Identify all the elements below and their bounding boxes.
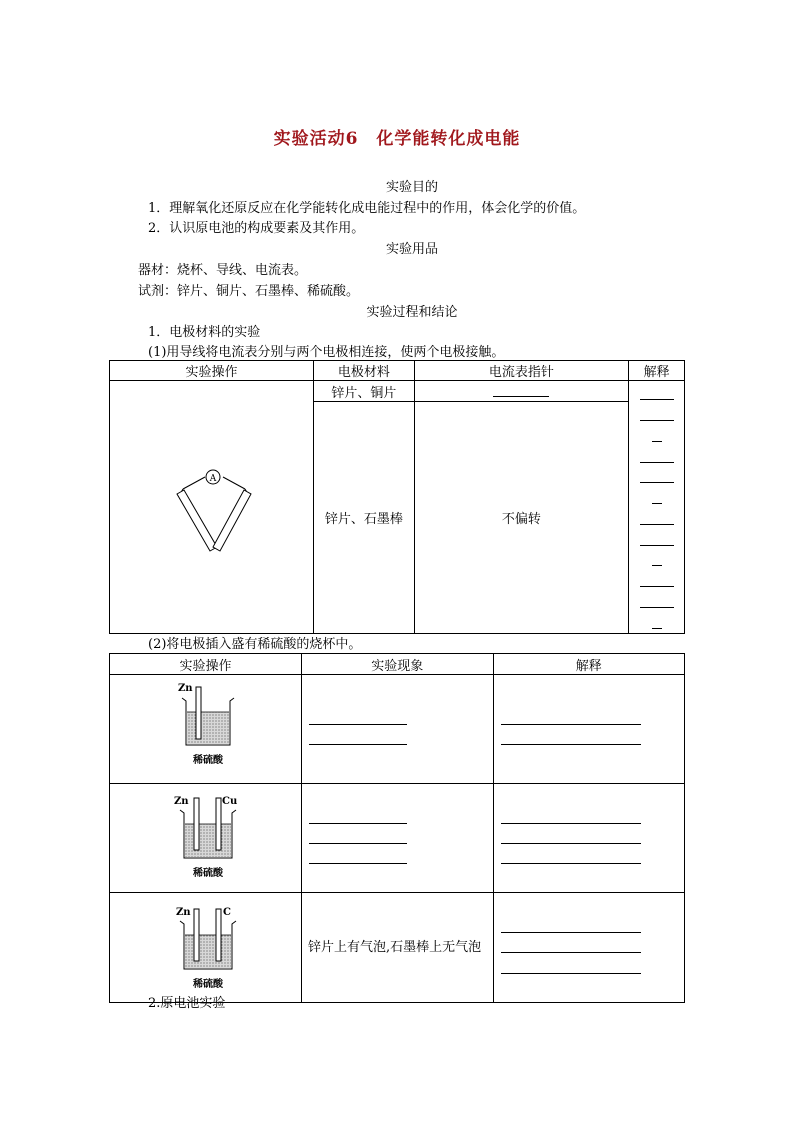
- t2-row2-explain: [493, 784, 684, 893]
- step1-title: 1．电极材料的实验: [148, 325, 261, 340]
- t1-row1-pointer-blank: [493, 382, 549, 397]
- step2-title: 2.原电池实验: [148, 996, 226, 1011]
- process-heading: 实验过程和结论: [366, 305, 458, 320]
- zn-label: Zn: [176, 907, 191, 918]
- page-title: 实验活动6 化学能转化成电能: [273, 129, 521, 149]
- cu-electrode: [216, 798, 221, 850]
- purpose-heading: 实验目的: [385, 180, 438, 195]
- acid-beaker-table: [109, 653, 685, 1003]
- t1-row2-pointer: 不偏转: [414, 402, 628, 634]
- t2-row3-phenomenon: 锌片上有气泡,石墨棒上无气泡: [302, 893, 494, 1003]
- t1-header-pointer: 电流表指针: [414, 361, 628, 381]
- step1-sub2: (2)将电极插入盛有稀硫酸的烧杯中。: [148, 637, 362, 652]
- purpose-item-1: 1．理解氧化还原反应在化学能转化成电能过程中的作用，体会化学的价值。: [148, 201, 586, 216]
- t2-header-operation: 实验操作: [110, 654, 302, 675]
- ammeter-electrode-diagram: [110, 381, 313, 629]
- beaker-zn-diagram: [110, 675, 301, 779]
- t1-header-explain: 解释: [629, 361, 685, 381]
- t1-row1-material: 锌片、铜片: [314, 381, 415, 402]
- c-label: C: [223, 907, 231, 918]
- t2-row3-diagram: [110, 893, 302, 1003]
- purpose-item-2: 2．认识原电池的构成要素及其作用。: [148, 221, 365, 236]
- reagents-line: 试剂：锌片、铜片、石墨棒、稀硫酸。: [138, 284, 360, 299]
- t1-explain-cell: [629, 381, 685, 634]
- acid-label: 稀硫酸: [193, 979, 223, 990]
- t1-header-material: 电极材料: [314, 361, 415, 381]
- t1-row2-material: 锌片、石墨棒: [314, 402, 415, 634]
- t2-header-phenomenon: 实验现象: [302, 654, 494, 675]
- zn-electrode: [194, 909, 199, 961]
- acid-label: 稀硫酸: [193, 868, 223, 879]
- ammeter-label: A: [209, 474, 217, 484]
- beaker-zn-cu-diagram: [110, 784, 301, 888]
- zn-label: Zn: [178, 683, 193, 694]
- cu-label: Cu: [222, 796, 238, 807]
- step1-sub1: (1)用导线将电流表分别与两个电极相连接，使两个电极接触。: [148, 345, 505, 360]
- t2-row1-explain: [493, 675, 684, 784]
- electrode-material-table: [109, 360, 685, 634]
- left-electrode: [177, 490, 217, 551]
- t1-diagram-cell: [110, 381, 314, 634]
- t2-row3-explain: [493, 893, 684, 1003]
- t1-row1-pointer: [414, 381, 628, 402]
- t2-row1-phenomenon: [302, 675, 494, 784]
- t2-row2-phenomenon: [302, 784, 494, 893]
- t1-header-operation: 实验操作: [110, 361, 314, 381]
- equipment-line: 器材：烧杯、导线、电流表。: [138, 263, 308, 278]
- t2-row1-diagram: [110, 675, 302, 784]
- t2-row2-diagram: [110, 784, 302, 893]
- zn-label: Zn: [174, 796, 189, 807]
- acid-label: 稀硫酸: [193, 755, 223, 766]
- t2-header-explain: 解释: [493, 654, 684, 675]
- zn-electrode: [194, 798, 199, 850]
- zn-electrode: [196, 687, 201, 739]
- beaker-zn-c-diagram: [110, 893, 301, 998]
- right-electrode: [213, 490, 251, 551]
- graphite-electrode: [216, 909, 221, 961]
- materials-heading: 实验用品: [385, 242, 438, 257]
